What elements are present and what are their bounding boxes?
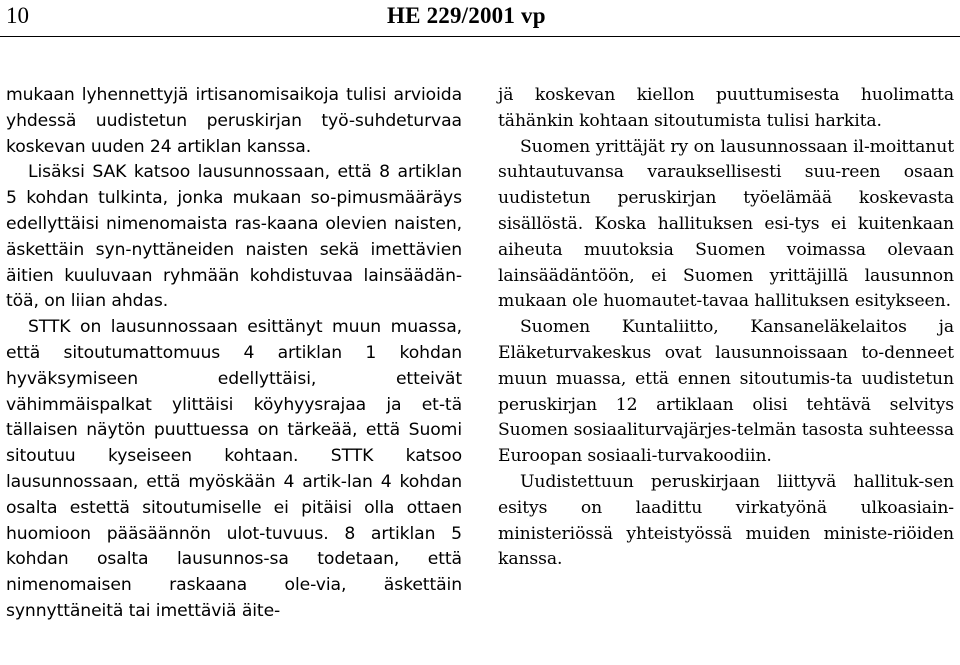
paragraph: Uudistettuun peruskirjaan liittyvä hallituk-sen esitys on laadittu virkatyönä ulkoasiain-ministeriössä yhteistyössä muiden ministe-riöiden kanssa. [498, 471, 954, 570]
right-column [498, 83, 954, 573]
paragraph: Lisäksi SAK katsoo lausunnossaan, että 8 artiklan 5 kohdan tulkinta, jonka mukaan so-pimusmääräys edellyttäisi nimenomaista ras-kaana olevien naisten, äskettäin syn-nyttäneiden naisten sekä imettävien äitien kuuluvaan ryhmään kohdistuvaa lainsäädän-töä, on liian ahdas. [6, 162, 462, 312]
paragraph: Suomen Kuntaliitto, Kansaneläkelaitos ja Eläketurvakeskus ovat lausunnoissaan to-denneet muun muassa, että ennen sitoutumis-ta uudistetun peruskirjan 12 artiklaan olisi tehtävä selvitys Suomen sosiaaliturvajärjes-telmän tasosta suhteessa Euroopan sosiaali-turvakoodiin. [498, 317, 954, 467]
document-id: HE 229/2001 vp [387, 3, 546, 28]
paragraph: Suomen yrittäjät ry on lausunnossaan il-moittanut suhtautuvansa varauksellisesti suu-reen osaan uudistetun peruskirjan työelämää koskevasta sisällöstä. Koska hallituksen esi-tys ei kuitenkaan aiheuta muutoksia Suomen voimassa olevaan lainsäädäntöön, ei Suomen yrittäjillä lausunnon mukaan ole huomautet-tavaa hallituksen esitykseen. [498, 136, 954, 312]
paragraph: mukaan lyhennettyjä irtisanomisaikoja tulisi arvioida yhdessä uudistetun peruskirjan työ-suhdeturvaa koskevan uuden 24 artiklan kanssa. [6, 85, 462, 157]
page-number: 10 [6, 3, 29, 28]
paragraph: jä koskevan kiellon puuttumisesta huolimatta tähänkin kohtaan sitoutumista tulisi harkita. [498, 85, 954, 131]
left-column [6, 83, 462, 625]
header-rule [0, 36, 960, 37]
paragraph: STTK on lausunnossaan esittänyt muun muassa, että sitoutumattomuus 4 artiklan 1 kohdan hyväksymiseen edellyttäisi, etteivät vähimmäispalkat ylittäisi köyhyysrajaa ja et-tä tällaisen näytön puuttuessa on tärkeää, että Suomi sitoutuu kyseiseen kohtaan. STTK katsoo lausunnossaan, että myöskään 4 artik-lan 4 kohdan osalta estettä sitoutumiselle ei pitäisi olla ottaen huomioon pääsäännön ulot-tuvuus. 8 artiklan 5 kohdan osalta lausunnos-sa todetaan, että nimenomaisen raskaana ole-via, äskettäin synnyttäneitä tai imettäviä äite- [6, 317, 462, 621]
page-header [0, 0, 960, 40]
